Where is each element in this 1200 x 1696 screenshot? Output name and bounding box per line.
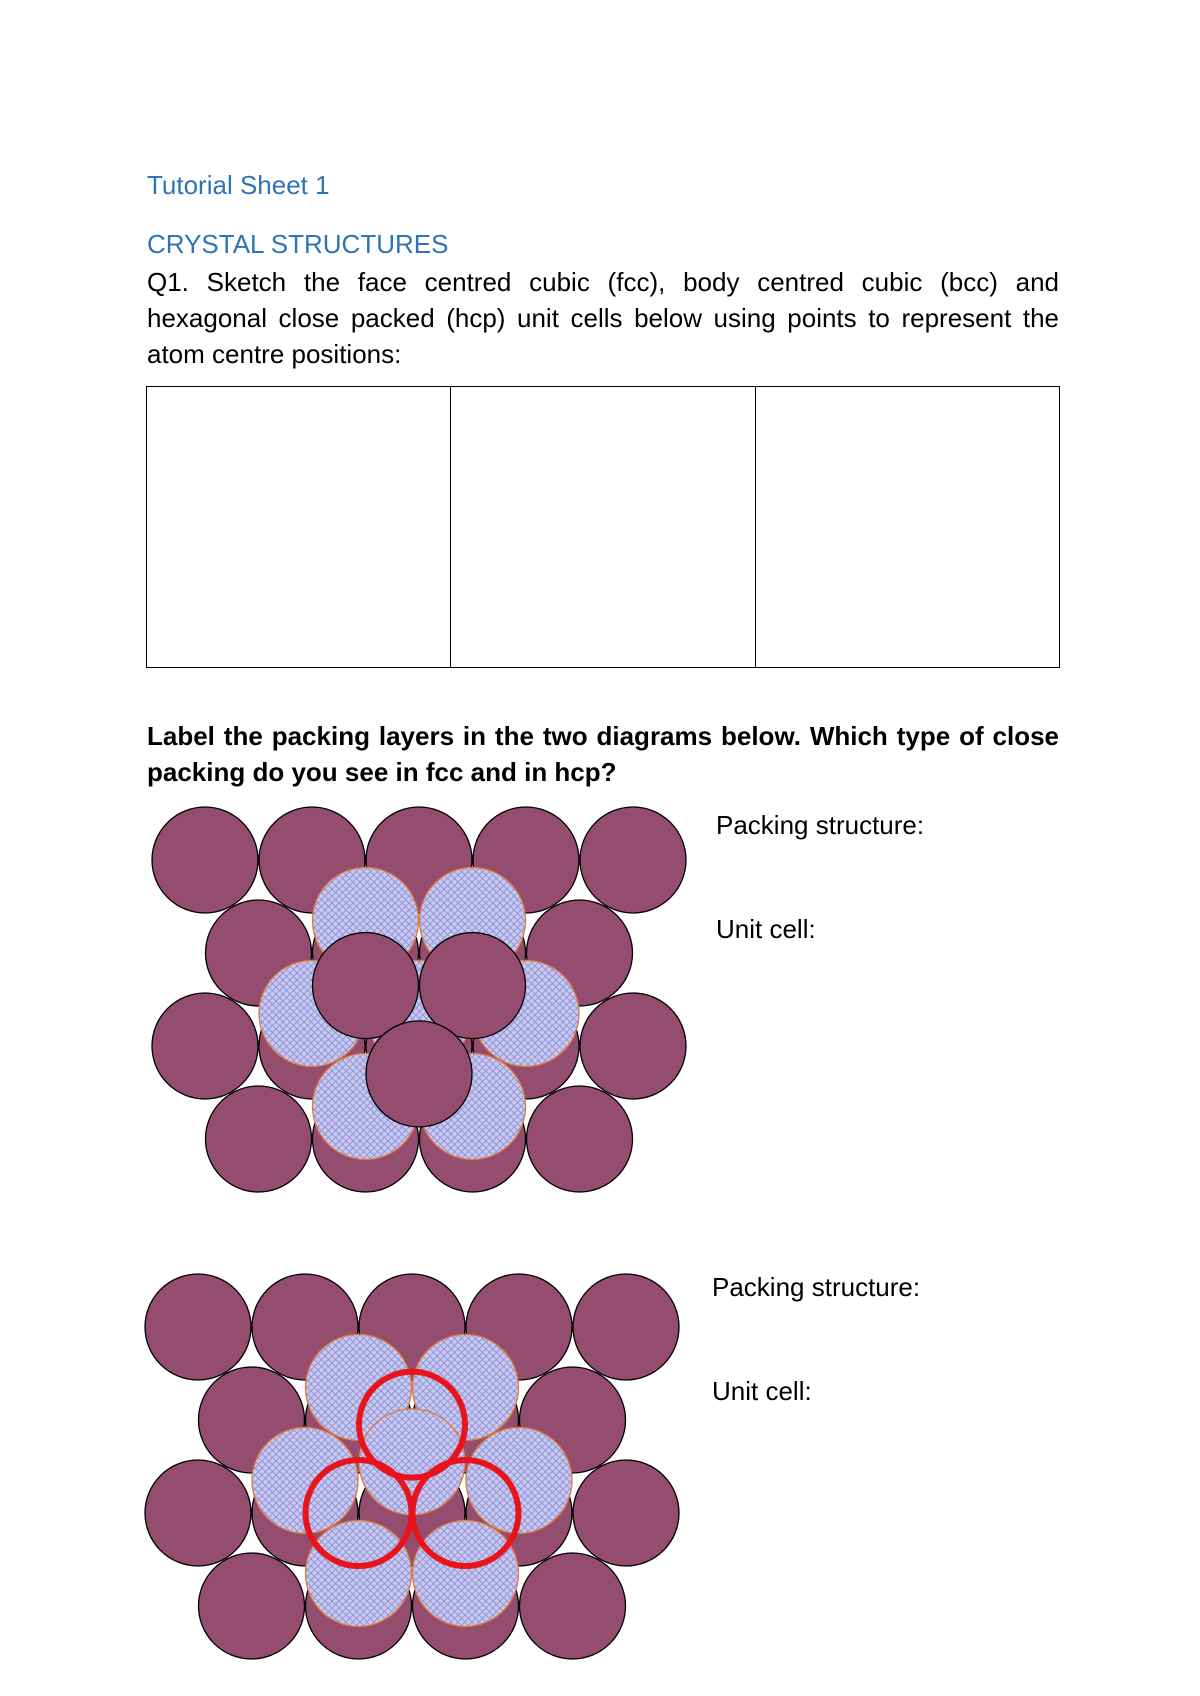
- atom-layer-a: [145, 1460, 251, 1566]
- packing-diagram-2: [143, 1272, 683, 1672]
- atom-layer-c: [366, 1021, 472, 1127]
- packing-diagram-1: [150, 805, 690, 1205]
- atom-layer-b: [413, 1520, 519, 1626]
- diagram2-unit-cell-label: Unit cell:: [712, 1376, 812, 1406]
- diagram2-packing-structure-label: Packing structure:: [712, 1272, 921, 1302]
- atom-layer-a: [152, 807, 258, 913]
- atom-layer-a: [573, 1274, 679, 1380]
- sketch-box-hcp[interactable]: [756, 387, 1059, 667]
- diagram1-unit-cell-label: Unit cell:: [716, 914, 816, 944]
- sheet-title: Tutorial Sheet 1: [147, 170, 330, 200]
- atom-layer-b: [306, 1520, 412, 1626]
- diagram1-packing-structure-label: Packing structure:: [716, 810, 925, 840]
- atom-layer-a: [573, 1460, 679, 1566]
- atom-layer-a: [199, 1553, 305, 1659]
- section-heading: CRYSTAL STRUCTURES: [147, 229, 449, 259]
- atom-layer-c: [313, 933, 419, 1039]
- atom-layer-a: [527, 1086, 633, 1192]
- sketch-box-bcc[interactable]: [451, 387, 755, 667]
- sketch-box-fcc[interactable]: [147, 387, 451, 667]
- question-1-text: Q1. Sketch the face centred cubic (fcc), body centred cubic (bcc) and hexagonal close packed (hcp) unit cells below using points to represent the atom centre positions:: [147, 267, 1059, 369]
- atom-layer-a: [145, 1274, 251, 1380]
- sketch-answer-table: [146, 386, 1060, 668]
- atom-layer-a: [580, 993, 686, 1099]
- atom-layer-a: [520, 1553, 626, 1659]
- atom-layer-a: [152, 993, 258, 1099]
- atom-layer-a: [580, 807, 686, 913]
- atom-layer-a: [206, 1086, 312, 1192]
- packing-question-text: Label the packing layers in the two diagrams below. Which type of close packing do you see in fcc and in hcp?: [147, 721, 1059, 787]
- atom-layer-c: [420, 933, 526, 1039]
